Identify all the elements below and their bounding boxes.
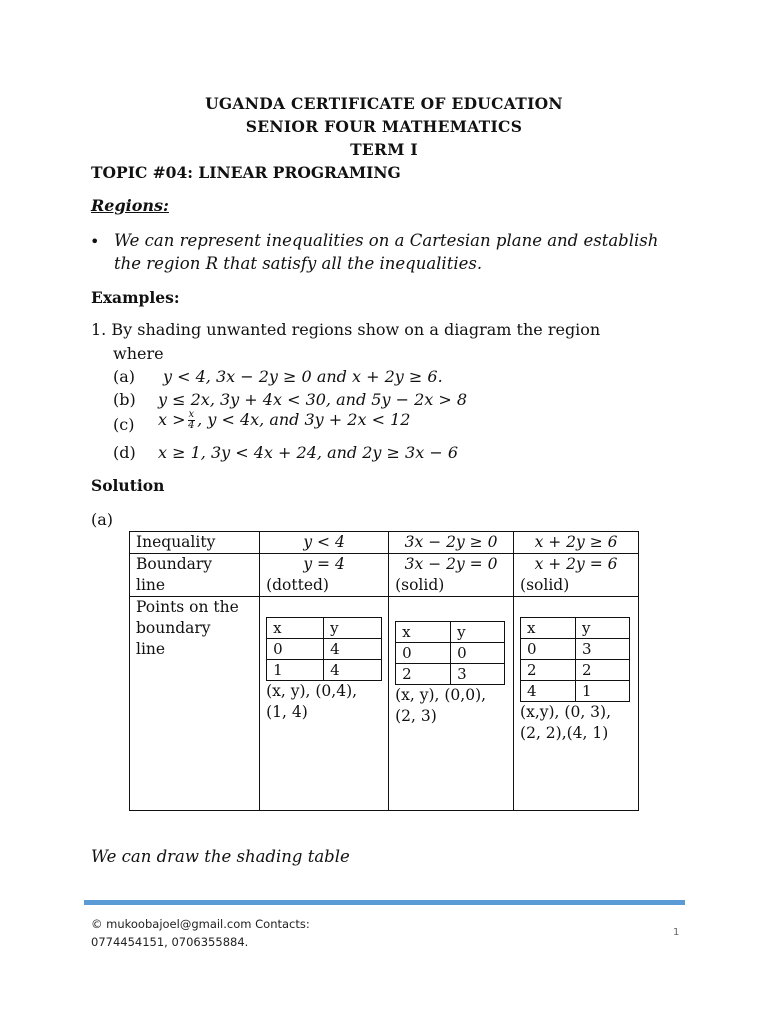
points-table <box>395 621 505 685</box>
header-term: TERM I <box>350 140 418 159</box>
cell-line: line <box>136 576 166 594</box>
part-b-text: y ≤ 2x, 3y + 4x < 30, and 5y − 2x > 8 <box>158 390 468 409</box>
part-b-label: (b) <box>113 390 136 409</box>
line-style: (dotted) <box>266 576 329 594</box>
boundary-table <box>129 531 639 811</box>
part-d-text: x ≥ 1, 3y < 4x + 24, and 2y ≥ 3x − 6 <box>158 443 458 462</box>
table-cell: 4 <box>324 660 382 681</box>
question-1-line1: 1. By shading unwanted regions show on a diagram the region <box>91 320 601 339</box>
line-style: (solid) <box>520 576 570 594</box>
points-summary: (x,y), (0, 3), <box>520 703 612 721</box>
footer-contact-line2: 0774454151, 0706355884. <box>91 935 249 949</box>
table-cell <box>260 597 389 811</box>
table-cell: y <box>451 622 505 643</box>
table-row <box>521 639 630 660</box>
table-row <box>521 681 630 702</box>
part-a-text: y < 4, 3x − 2y ≥ 0 and x + 2y ≥ 6. <box>163 367 443 386</box>
table-row <box>267 618 382 639</box>
table-cell: x <box>396 622 451 643</box>
table-cell <box>514 597 639 811</box>
table-cell <box>389 597 514 811</box>
table-cell: x <box>521 618 576 639</box>
table-row <box>130 532 639 554</box>
part-d-label: (d) <box>113 443 136 462</box>
table-cell: 2 <box>396 664 451 685</box>
points-summary: (x, y), (0,4), <box>266 682 358 700</box>
part-c-pre: x > <box>158 410 186 429</box>
header-subject: SENIOR FOUR MATHEMATICS <box>245 117 523 136</box>
fraction-denominator: 4 <box>188 420 195 431</box>
table-cell: 3 <box>576 639 630 660</box>
solution-heading: Solution <box>91 476 165 495</box>
footer-divider <box>84 900 685 905</box>
cell-line: line <box>136 640 166 658</box>
table-row <box>396 643 505 664</box>
table-cell: 1 <box>576 681 630 702</box>
table-cell: y <box>324 618 382 639</box>
points-summary: (x, y), (0,0), <box>395 686 487 704</box>
table-cell <box>514 554 639 597</box>
regions-bullet-line1: We can represent inequalities on a Cartesian plane and establish <box>114 231 659 250</box>
table-cell <box>389 554 514 597</box>
table-row <box>267 639 382 660</box>
regions-heading: Regions: <box>91 196 169 215</box>
table-cell: 0 <box>396 643 451 664</box>
cell-line: Points on the <box>136 598 239 616</box>
table-row <box>130 554 639 597</box>
table-cell: 4 <box>324 639 382 660</box>
table-row <box>396 622 505 643</box>
table-cell: x + 2y ≥ 6 <box>514 532 639 554</box>
question-1-line2: where <box>113 344 164 363</box>
topic-title: TOPIC #04: LINEAR PROGRAMING <box>91 163 401 182</box>
table-cell: 0 <box>521 639 576 660</box>
points-summary: (1, 4) <box>266 703 308 721</box>
boundary-equation: y = 4 <box>303 555 345 573</box>
table-cell: 2 <box>521 660 576 681</box>
table-cell: Inequality <box>130 532 260 554</box>
part-c-text <box>158 410 410 431</box>
boundary-equation: 3x − 2y = 0 <box>404 555 498 573</box>
table-cell: 0 <box>267 639 324 660</box>
part-a-label: (a) <box>113 367 136 386</box>
table-row <box>396 664 505 685</box>
page-number: 1 <box>673 927 680 938</box>
regions-bullet-line2: the region R that satisfy all the inequalities. <box>114 254 483 273</box>
points-table <box>520 617 630 702</box>
bullet-dot: • <box>90 232 100 251</box>
footer-contact-line1: © mukoobajoel@gmail.com Contacts: <box>91 917 310 931</box>
table-row <box>267 660 382 681</box>
table-row <box>521 660 630 681</box>
solution-part-label: (a) <box>91 510 114 529</box>
fraction-numerator: x <box>188 409 195 420</box>
table-cell <box>130 554 260 597</box>
table-row <box>130 597 639 811</box>
table-cell: x <box>267 618 324 639</box>
cell-line: boundary <box>136 619 211 637</box>
table-cell <box>260 554 389 597</box>
cell-line: Boundary <box>136 555 213 573</box>
table-cell: y <box>576 618 630 639</box>
examples-heading: Examples: <box>91 288 180 307</box>
table-cell: 1 <box>267 660 324 681</box>
closing-text: We can draw the shading table <box>91 847 350 866</box>
table-cell: 4 <box>521 681 576 702</box>
table-cell: 2 <box>576 660 630 681</box>
header-title: UGANDA CERTIFICATE OF EDUCATION <box>205 94 563 113</box>
table-cell: 3x − 2y ≥ 0 <box>389 532 514 554</box>
points-table <box>266 617 382 681</box>
table-cell <box>130 597 260 811</box>
part-c-post: , y < 4x, and 3y + 2x < 12 <box>197 410 411 429</box>
table-row <box>521 618 630 639</box>
table-cell: 3 <box>451 664 505 685</box>
line-style: (solid) <box>395 576 445 594</box>
part-c-fraction <box>188 410 196 431</box>
points-summary: (2, 3) <box>395 707 437 725</box>
table-cell: y < 4 <box>260 532 389 554</box>
part-c-label: (c) <box>113 415 135 434</box>
table-cell: 0 <box>451 643 505 664</box>
boundary-equation: x + 2y = 6 <box>534 555 618 573</box>
points-summary: (2, 2),(4, 1) <box>520 724 609 742</box>
